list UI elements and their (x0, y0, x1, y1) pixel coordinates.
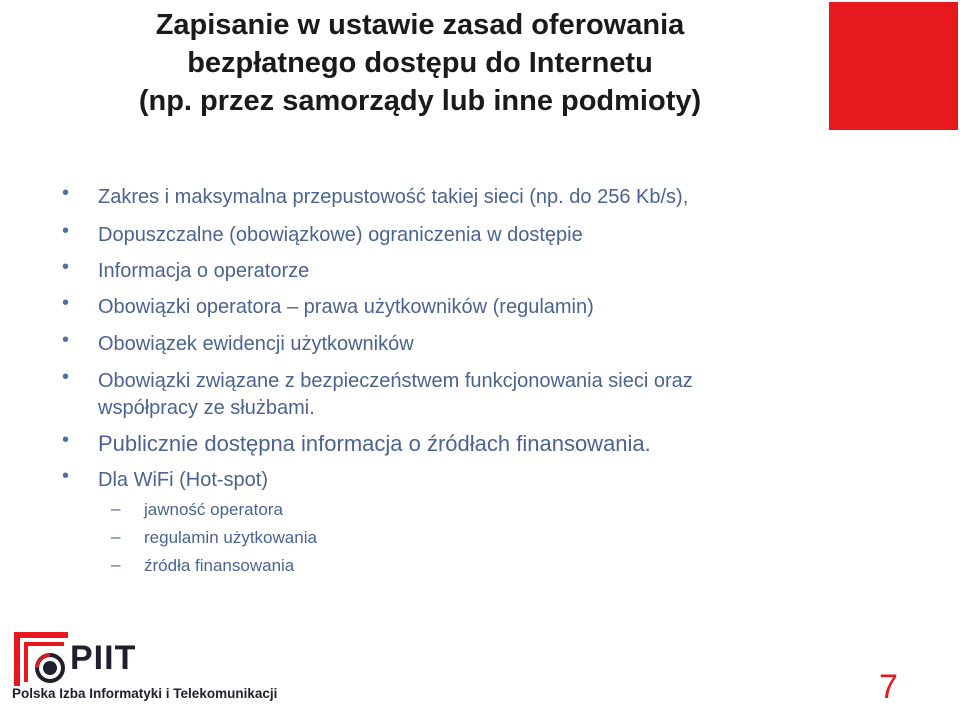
dash-marker: – (111, 499, 121, 518)
piit-emblem-icon (12, 630, 72, 688)
bullet-dot: • (62, 429, 70, 451)
dash-marker: – (111, 555, 121, 574)
bullet-text: Zakres i maksymalna przepustowość takiej sieci (np. do 256 Kb/s), (98, 186, 689, 208)
logo-name: PIIT (70, 639, 137, 677)
bullet-text: Publicznie dostępna informacja o źródłach finansowania. (98, 431, 651, 456)
bullet-text: Obowiązek ewidencji użytkowników (98, 333, 414, 355)
dash-marker: – (111, 527, 121, 546)
sub-bullet-text: regulamin użytkowania (144, 528, 317, 547)
bullet-text: Obowiązki związane z bezpieczeństwem funkcjonowania sieci oraz (98, 370, 693, 392)
bullet-dot: • (62, 465, 70, 487)
bullet-text: Obowiązki operatora – prawa użytkowników (regulamin) (98, 296, 594, 318)
page-number: 7 (879, 668, 898, 706)
bullet-dot: • (62, 292, 70, 314)
title-line-1: Zapisanie w ustawie zasad oferowania (155, 9, 685, 41)
bullet-text: Dopuszczalne (obowiązkowe) ograniczenia w dostępie (98, 224, 583, 246)
bullet-dot: • (62, 182, 70, 204)
bullet-dot: • (62, 329, 70, 351)
bullet-text: współpracy ze służbami. (98, 397, 315, 419)
sub-bullet-text: jawność operatora (144, 500, 283, 519)
title-line-3: (np. przez samorządy lub inne podmioty) (138, 85, 702, 117)
title-line-2: bezpłatnego dostępu do Internetu (187, 47, 653, 79)
sub-bullet-text: źródła finansowania (144, 556, 295, 575)
bullet-text: Dla WiFi (Hot-spot) (98, 469, 269, 491)
bullet-text: Informacja o operatorze (98, 260, 310, 282)
piit-logo (10, 628, 320, 704)
bullet-dot: • (62, 220, 70, 242)
bullet-dot: • (62, 366, 70, 388)
logo-full-name: Polska Izba Informatyki i Telekomunikacji (12, 686, 278, 701)
bullet-dot: • (62, 256, 70, 278)
